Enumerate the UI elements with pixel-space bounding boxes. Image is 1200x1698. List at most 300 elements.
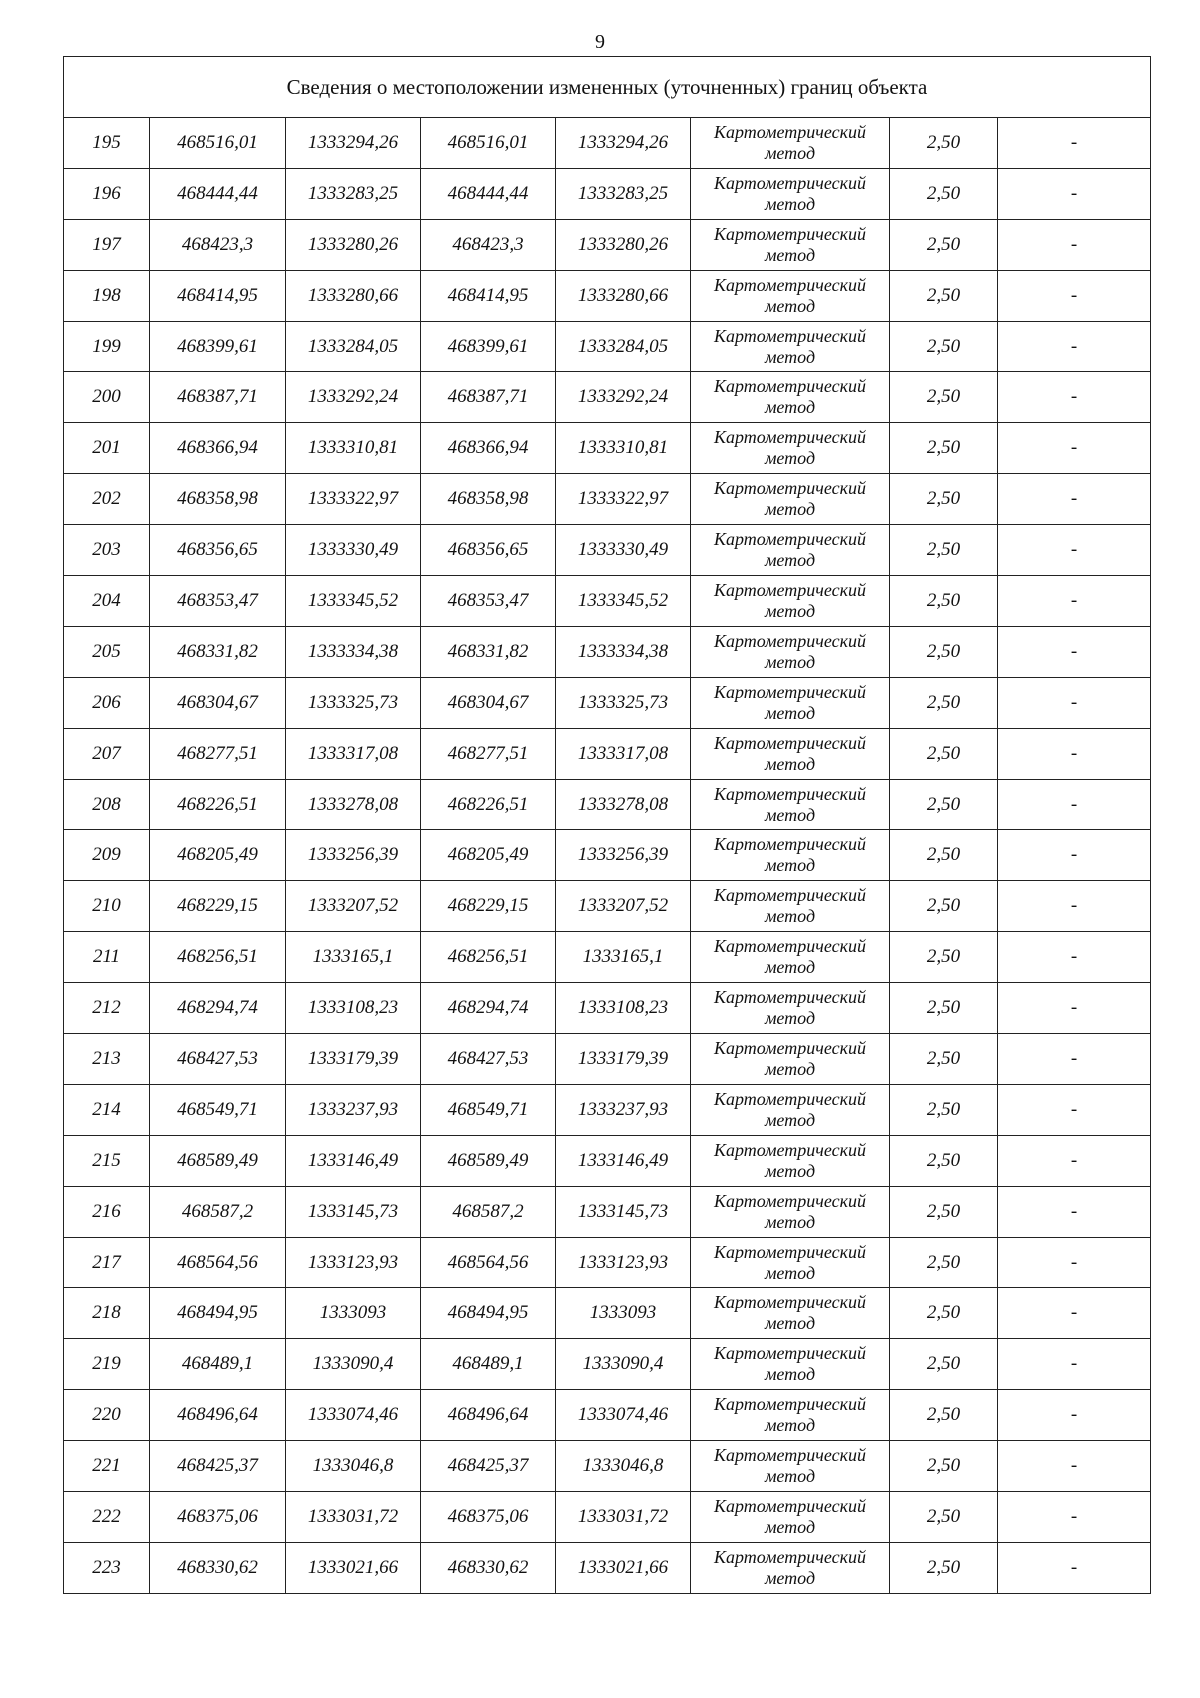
note-cell: - <box>998 1034 1151 1085</box>
accuracy-cell: 2,50 <box>890 1339 998 1390</box>
method-cell <box>691 219 890 270</box>
existing-x-cell: 468256,51 <box>150 932 286 983</box>
accuracy-cell: 2,50 <box>890 728 998 779</box>
method-text: Картометрический <box>713 478 866 499</box>
note-cell: - <box>998 1288 1151 1339</box>
table-row <box>64 525 1151 576</box>
method-text: метод <box>764 600 816 621</box>
refined-y-cell: 1333317,08 <box>556 728 691 779</box>
accuracy-cell: 2,50 <box>890 168 998 219</box>
existing-x-cell: 468399,61 <box>150 321 286 372</box>
method-text: метод <box>764 550 816 571</box>
refined-y-cell: 1333345,52 <box>556 576 691 627</box>
refined-x-cell: 468494,95 <box>421 1288 556 1339</box>
point-number-cell: 201 <box>64 423 150 474</box>
method-text: метод <box>764 499 816 520</box>
table-row <box>64 1441 1151 1492</box>
method-cell <box>691 118 890 169</box>
existing-x-cell: 468229,15 <box>150 881 286 932</box>
note-cell: - <box>998 677 1151 728</box>
refined-x-cell: 468366,94 <box>421 423 556 474</box>
method-cell <box>691 1034 890 1085</box>
existing-x-cell: 468358,98 <box>150 474 286 525</box>
method-text: Картометрический <box>713 325 866 346</box>
method-cell <box>691 881 890 932</box>
existing-y-cell: 1333294,26 <box>286 118 421 169</box>
table-row <box>64 1034 1151 1085</box>
existing-x-cell: 468375,06 <box>150 1492 286 1543</box>
table-row <box>64 1339 1151 1390</box>
existing-y-cell: 1333145,73 <box>286 1186 421 1237</box>
refined-x-cell: 468587,2 <box>421 1186 556 1237</box>
point-number-cell: 211 <box>64 932 150 983</box>
point-number-cell: 205 <box>64 626 150 677</box>
table-row <box>64 321 1151 372</box>
method-cell <box>691 1186 890 1237</box>
accuracy-cell: 2,50 <box>890 983 998 1034</box>
note-cell: - <box>998 321 1151 372</box>
method-text: Картометрический <box>713 274 866 295</box>
existing-x-cell: 468516,01 <box>150 118 286 169</box>
refined-y-cell: 1333146,49 <box>556 1135 691 1186</box>
existing-x-cell: 468226,51 <box>150 779 286 830</box>
method-text: Картометрический <box>713 1088 866 1109</box>
method-text: Картометрический <box>713 885 866 906</box>
method-text: Картометрический <box>713 1445 866 1466</box>
refined-y-cell: 1333074,46 <box>556 1390 691 1441</box>
note-cell: - <box>998 118 1151 169</box>
method-text: метод <box>764 1364 816 1385</box>
point-number-cell: 222 <box>64 1492 150 1543</box>
table-row <box>64 372 1151 423</box>
method-cell <box>691 1441 890 1492</box>
method-text: метод <box>764 1415 816 1436</box>
refined-y-cell: 1333207,52 <box>556 881 691 932</box>
method-cell <box>691 1288 890 1339</box>
existing-y-cell: 1333284,05 <box>286 321 421 372</box>
method-cell <box>691 830 890 881</box>
method-text: метод <box>764 1211 816 1232</box>
refined-x-cell: 468399,61 <box>421 321 556 372</box>
refined-y-cell: 1333322,97 <box>556 474 691 525</box>
existing-x-cell: 468427,53 <box>150 1034 286 1085</box>
method-cell <box>691 525 890 576</box>
table-row <box>64 728 1151 779</box>
method-text: метод <box>764 1516 816 1537</box>
refined-y-cell: 1333284,05 <box>556 321 691 372</box>
point-number-cell: 197 <box>64 219 150 270</box>
note-cell: - <box>998 830 1151 881</box>
existing-x-cell: 468423,3 <box>150 219 286 270</box>
existing-x-cell: 468304,67 <box>150 677 286 728</box>
note-cell: - <box>998 1441 1151 1492</box>
method-cell <box>691 1135 890 1186</box>
method-cell <box>691 1542 890 1593</box>
existing-x-cell: 468277,51 <box>150 728 286 779</box>
refined-x-cell: 468589,49 <box>421 1135 556 1186</box>
accuracy-cell: 2,50 <box>890 1288 998 1339</box>
existing-y-cell: 1333310,81 <box>286 423 421 474</box>
existing-y-cell: 1333108,23 <box>286 983 421 1034</box>
accuracy-cell: 2,50 <box>890 1390 998 1441</box>
refined-x-cell: 468489,1 <box>421 1339 556 1390</box>
table-row <box>64 1542 1151 1593</box>
method-text: Картометрический <box>713 783 866 804</box>
existing-y-cell: 1333283,25 <box>286 168 421 219</box>
table-row <box>64 474 1151 525</box>
table-row <box>64 1084 1151 1135</box>
existing-y-cell: 1333345,52 <box>286 576 421 627</box>
point-number-cell: 212 <box>64 983 150 1034</box>
method-text: метод <box>764 1008 816 1029</box>
note-cell: - <box>998 1135 1151 1186</box>
point-number-cell: 195 <box>64 118 150 169</box>
method-cell <box>691 983 890 1034</box>
accuracy-cell: 2,50 <box>890 1186 998 1237</box>
point-number-cell: 216 <box>64 1186 150 1237</box>
refined-y-cell: 1333031,72 <box>556 1492 691 1543</box>
refined-x-cell: 468425,37 <box>421 1441 556 1492</box>
method-text: Картометрический <box>713 1495 866 1516</box>
note-cell: - <box>998 932 1151 983</box>
existing-y-cell: 1333330,49 <box>286 525 421 576</box>
refined-y-cell: 1333294,26 <box>556 118 691 169</box>
existing-x-cell: 468330,62 <box>150 1542 286 1593</box>
method-text: метод <box>764 1058 816 1079</box>
note-cell: - <box>998 1492 1151 1543</box>
refined-y-cell: 1333145,73 <box>556 1186 691 1237</box>
method-text: Картометрический <box>713 1394 866 1415</box>
method-cell <box>691 932 890 983</box>
accuracy-cell: 2,50 <box>890 219 998 270</box>
accuracy-cell: 2,50 <box>890 932 998 983</box>
existing-y-cell: 1333280,26 <box>286 219 421 270</box>
accuracy-cell: 2,50 <box>890 779 998 830</box>
accuracy-cell: 2,50 <box>890 830 998 881</box>
existing-y-cell: 1333334,38 <box>286 626 421 677</box>
point-number-cell: 208 <box>64 779 150 830</box>
note-cell: - <box>998 1186 1151 1237</box>
refined-x-cell: 468229,15 <box>421 881 556 932</box>
accuracy-cell: 2,50 <box>890 1237 998 1288</box>
point-number-cell: 202 <box>64 474 150 525</box>
refined-x-cell: 468205,49 <box>421 830 556 881</box>
table-row <box>64 1186 1151 1237</box>
method-text: метод <box>764 142 816 163</box>
existing-y-cell: 1333165,1 <box>286 932 421 983</box>
existing-x-cell: 468356,65 <box>150 525 286 576</box>
point-number-cell: 220 <box>64 1390 150 1441</box>
table-row <box>64 219 1151 270</box>
method-text: Картометрический <box>713 732 866 753</box>
refined-y-cell: 1333325,73 <box>556 677 691 728</box>
accuracy-cell: 2,50 <box>890 881 998 932</box>
point-number-cell: 203 <box>64 525 150 576</box>
existing-y-cell: 1333325,73 <box>286 677 421 728</box>
refined-y-cell: 1333108,23 <box>556 983 691 1034</box>
method-text: метод <box>764 346 816 367</box>
existing-y-cell: 1333074,46 <box>286 1390 421 1441</box>
accuracy-cell: 2,50 <box>890 1135 998 1186</box>
note-cell: - <box>998 1237 1151 1288</box>
method-cell <box>691 168 890 219</box>
method-text: метод <box>764 855 816 876</box>
point-number-cell: 213 <box>64 1034 150 1085</box>
refined-x-cell: 468549,71 <box>421 1084 556 1135</box>
method-text: метод <box>764 804 816 825</box>
method-text: метод <box>764 702 816 723</box>
table-row <box>64 1135 1151 1186</box>
method-text: Картометрический <box>713 1037 866 1058</box>
accuracy-cell: 2,50 <box>890 677 998 728</box>
method-text: Картометрический <box>713 1241 866 1262</box>
note-cell: - <box>998 372 1151 423</box>
existing-x-cell: 468387,71 <box>150 372 286 423</box>
table-row <box>64 932 1151 983</box>
table-row <box>64 830 1151 881</box>
method-text: метод <box>764 244 816 265</box>
note-cell: - <box>998 626 1151 677</box>
refined-x-cell: 468304,67 <box>421 677 556 728</box>
accuracy-cell: 2,50 <box>890 1441 998 1492</box>
table-row <box>64 626 1151 677</box>
page-number: 9 <box>595 31 605 53</box>
method-text: метод <box>764 1567 816 1588</box>
refined-y-cell: 1333237,93 <box>556 1084 691 1135</box>
existing-y-cell: 1333093 <box>286 1288 421 1339</box>
point-number-cell: 215 <box>64 1135 150 1186</box>
refined-y-cell: 1333123,93 <box>556 1237 691 1288</box>
method-text: Картометрический <box>713 1139 866 1160</box>
refined-y-cell: 1333330,49 <box>556 525 691 576</box>
table-title: Сведения о местоположении измененных (уточненных) границ объекта <box>64 57 1151 118</box>
note-cell: - <box>998 423 1151 474</box>
existing-x-cell: 468331,82 <box>150 626 286 677</box>
refined-x-cell: 468423,3 <box>421 219 556 270</box>
existing-x-cell: 468587,2 <box>150 1186 286 1237</box>
table-row <box>64 576 1151 627</box>
method-text: Картометрический <box>713 579 866 600</box>
boundary-coordinates-table <box>63 56 1151 1594</box>
method-text: Картометрический <box>713 1343 866 1364</box>
method-cell <box>691 626 890 677</box>
note-cell: - <box>998 576 1151 627</box>
refined-x-cell: 468358,98 <box>421 474 556 525</box>
existing-x-cell: 468444,44 <box>150 168 286 219</box>
method-text: Картометрический <box>713 172 866 193</box>
method-text: Картометрический <box>713 630 866 651</box>
point-number-cell: 221 <box>64 1441 150 1492</box>
accuracy-cell: 2,50 <box>890 1084 998 1135</box>
existing-x-cell: 468496,64 <box>150 1390 286 1441</box>
method-cell <box>691 779 890 830</box>
method-cell <box>691 1084 890 1135</box>
refined-x-cell: 468294,74 <box>421 983 556 1034</box>
method-text: метод <box>764 1262 816 1283</box>
method-text: Картометрический <box>713 121 866 142</box>
refined-x-cell: 468330,62 <box>421 1542 556 1593</box>
table-row <box>64 270 1151 321</box>
point-number-cell: 209 <box>64 830 150 881</box>
existing-y-cell: 1333146,49 <box>286 1135 421 1186</box>
refined-y-cell: 1333278,08 <box>556 779 691 830</box>
existing-x-cell: 468294,74 <box>150 983 286 1034</box>
refined-x-cell: 468277,51 <box>421 728 556 779</box>
method-cell <box>691 728 890 779</box>
refined-y-cell: 1333093 <box>556 1288 691 1339</box>
table-title-row <box>64 57 1151 118</box>
refined-x-cell: 468387,71 <box>421 372 556 423</box>
table-row <box>64 1390 1151 1441</box>
method-text: Картометрический <box>713 987 866 1008</box>
existing-x-cell: 468425,37 <box>150 1441 286 1492</box>
point-number-cell: 207 <box>64 728 150 779</box>
existing-y-cell: 1333317,08 <box>286 728 421 779</box>
existing-y-cell: 1333237,93 <box>286 1084 421 1135</box>
existing-y-cell: 1333280,66 <box>286 270 421 321</box>
accuracy-cell: 2,50 <box>890 423 998 474</box>
method-text: метод <box>764 1466 816 1487</box>
note-cell: - <box>998 728 1151 779</box>
refined-x-cell: 468331,82 <box>421 626 556 677</box>
note-cell: - <box>998 525 1151 576</box>
table-row <box>64 677 1151 728</box>
method-text: метод <box>764 397 816 418</box>
note-cell: - <box>998 168 1151 219</box>
refined-y-cell: 1333334,38 <box>556 626 691 677</box>
accuracy-cell: 2,50 <box>890 118 998 169</box>
note-cell: - <box>998 983 1151 1034</box>
method-text: Картометрический <box>713 223 866 244</box>
method-cell <box>691 677 890 728</box>
point-number-cell: 210 <box>64 881 150 932</box>
note-cell: - <box>998 1542 1151 1593</box>
method-cell <box>691 1492 890 1543</box>
refined-x-cell: 468256,51 <box>421 932 556 983</box>
table-row <box>64 168 1151 219</box>
method-cell <box>691 1237 890 1288</box>
existing-x-cell: 468366,94 <box>150 423 286 474</box>
method-text: Картометрический <box>713 936 866 957</box>
method-cell <box>691 1390 890 1441</box>
accuracy-cell: 2,50 <box>890 474 998 525</box>
refined-y-cell: 1333021,66 <box>556 1542 691 1593</box>
existing-y-cell: 1333207,52 <box>286 881 421 932</box>
accuracy-cell: 2,50 <box>890 1492 998 1543</box>
existing-y-cell: 1333322,97 <box>286 474 421 525</box>
table-row <box>64 1492 1151 1543</box>
point-number-cell: 204 <box>64 576 150 627</box>
existing-x-cell: 468414,95 <box>150 270 286 321</box>
note-cell: - <box>998 474 1151 525</box>
refined-y-cell: 1333090,4 <box>556 1339 691 1390</box>
existing-x-cell: 468589,49 <box>150 1135 286 1186</box>
accuracy-cell: 2,50 <box>890 626 998 677</box>
existing-y-cell: 1333123,93 <box>286 1237 421 1288</box>
table-row <box>64 881 1151 932</box>
accuracy-cell: 2,50 <box>890 321 998 372</box>
refined-x-cell: 468353,47 <box>421 576 556 627</box>
method-text: Картометрический <box>713 834 866 855</box>
method-cell <box>691 576 890 627</box>
refined-x-cell: 468427,53 <box>421 1034 556 1085</box>
method-text: Картометрический <box>713 1546 866 1567</box>
method-text: метод <box>764 448 816 469</box>
method-text: Картометрический <box>713 1292 866 1313</box>
table-row <box>64 779 1151 830</box>
existing-y-cell: 1333256,39 <box>286 830 421 881</box>
note-cell: - <box>998 270 1151 321</box>
refined-y-cell: 1333179,39 <box>556 1034 691 1085</box>
note-cell: - <box>998 1084 1151 1135</box>
refined-y-cell: 1333046,8 <box>556 1441 691 1492</box>
existing-y-cell: 1333278,08 <box>286 779 421 830</box>
accuracy-cell: 2,50 <box>890 525 998 576</box>
refined-y-cell: 1333165,1 <box>556 932 691 983</box>
point-number-cell: 206 <box>64 677 150 728</box>
existing-y-cell: 1333179,39 <box>286 1034 421 1085</box>
refined-y-cell: 1333310,81 <box>556 423 691 474</box>
method-text: метод <box>764 1313 816 1334</box>
existing-x-cell: 468564,56 <box>150 1237 286 1288</box>
point-number-cell: 214 <box>64 1084 150 1135</box>
point-number-cell: 196 <box>64 168 150 219</box>
refined-y-cell: 1333283,25 <box>556 168 691 219</box>
method-text: метод <box>764 753 816 774</box>
method-cell <box>691 270 890 321</box>
accuracy-cell: 2,50 <box>890 372 998 423</box>
method-cell <box>691 1339 890 1390</box>
table-row <box>64 118 1151 169</box>
accuracy-cell: 2,50 <box>890 1034 998 1085</box>
refined-x-cell: 468356,65 <box>421 525 556 576</box>
existing-x-cell: 468494,95 <box>150 1288 286 1339</box>
accuracy-cell: 2,50 <box>890 270 998 321</box>
refined-x-cell: 468226,51 <box>421 779 556 830</box>
refined-y-cell: 1333292,24 <box>556 372 691 423</box>
method-text: метод <box>764 957 816 978</box>
existing-x-cell: 468353,47 <box>150 576 286 627</box>
existing-y-cell: 1333046,8 <box>286 1441 421 1492</box>
existing-y-cell: 1333292,24 <box>286 372 421 423</box>
refined-x-cell: 468516,01 <box>421 118 556 169</box>
point-number-cell: 199 <box>64 321 150 372</box>
method-text: метод <box>764 651 816 672</box>
method-text: метод <box>764 906 816 927</box>
method-cell <box>691 423 890 474</box>
refined-x-cell: 468444,44 <box>421 168 556 219</box>
existing-x-cell: 468205,49 <box>150 830 286 881</box>
method-cell <box>691 321 890 372</box>
point-number-cell: 217 <box>64 1237 150 1288</box>
note-cell: - <box>998 779 1151 830</box>
table-row <box>64 983 1151 1034</box>
existing-y-cell: 1333090,4 <box>286 1339 421 1390</box>
note-cell: - <box>998 1339 1151 1390</box>
method-cell <box>691 372 890 423</box>
method-text: Картометрический <box>713 376 866 397</box>
refined-x-cell: 468496,64 <box>421 1390 556 1441</box>
method-text: Картометрический <box>713 427 866 448</box>
accuracy-cell: 2,50 <box>890 576 998 627</box>
method-text: Картометрический <box>713 1190 866 1211</box>
existing-x-cell: 468489,1 <box>150 1339 286 1390</box>
method-cell <box>691 474 890 525</box>
refined-x-cell: 468375,06 <box>421 1492 556 1543</box>
method-text: Картометрический <box>713 681 866 702</box>
point-number-cell: 200 <box>64 372 150 423</box>
refined-y-cell: 1333256,39 <box>556 830 691 881</box>
